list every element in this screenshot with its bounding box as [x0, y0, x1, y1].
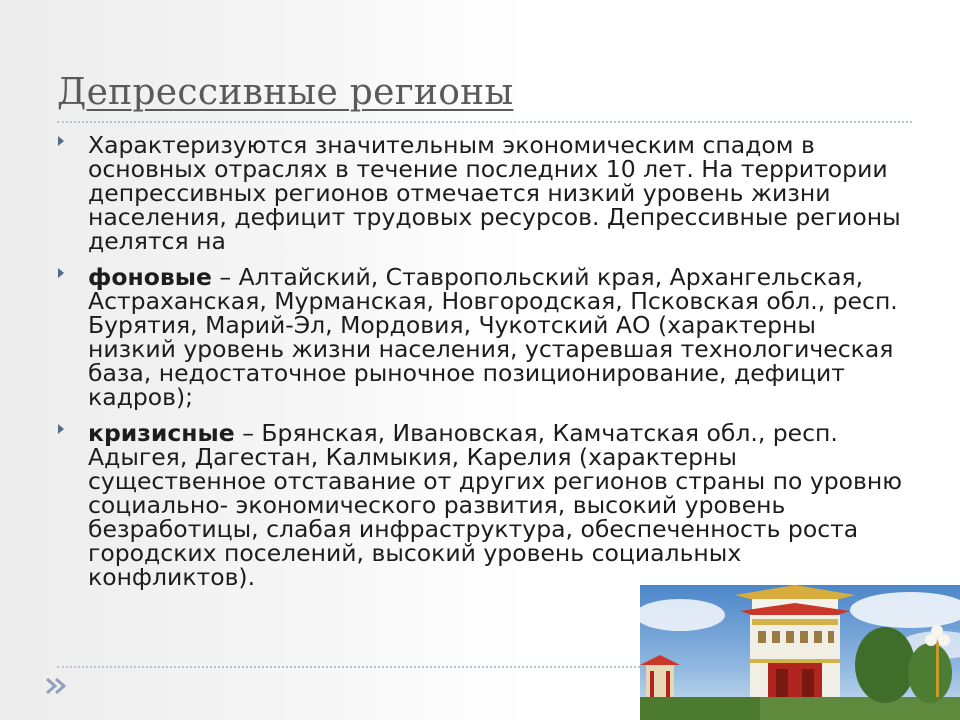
bullet-item-3: [58, 421, 908, 589]
slide-body: [58, 133, 908, 601]
bullet-item-1: [58, 133, 908, 253]
bullet-text-3: – Брянская, Ивановская, Камчатская обл., респ. Адыгея, Дагестан, Калмыкия, Карелия (характерны существенное отставание от других регионов страны по уровню социально- экономического развития, высокий уровень безработицы, слабая инфраструктура, обеспеченность роста городских поселений, высокий уровень социальных конфликтов).: [88, 419, 903, 591]
bullet-text-1: Характеризуются значительным экономическим спадом в основных отраслях в течение последних 10 лет. На территории депрессивных регионов отмечается низкий уровень жизни населения, дефицит трудовых ресурсов. Депрессивные регионы делятся на: [88, 131, 901, 255]
triangle-right-icon: [58, 424, 64, 434]
bullet-keyword-3: кризисные: [88, 419, 235, 447]
bullet-text-2: – Алтайский, Ставропольский края, Архангельская, Астраханская, Мурманская, Новгородская, Псковская обл., респ. Бурятия, Марий-Эл, Мордовия, Чукотский АО (характерны низкий уровень жизни населения, устаревшая технологическая база, недостаточное рыночное позиционирование, дефицит кадров);: [88, 263, 898, 411]
title-divider: [57, 121, 912, 123]
double-chevron-icon[interactable]: [44, 676, 68, 696]
triangle-right-icon: [58, 136, 64, 146]
slide-title: Депрессивные регионы: [57, 72, 514, 113]
bullet-keyword-2: фоновые: [88, 263, 212, 291]
temple-photo: [640, 585, 960, 720]
triangle-right-icon: [58, 268, 64, 278]
bullet-item-2: [58, 265, 908, 409]
